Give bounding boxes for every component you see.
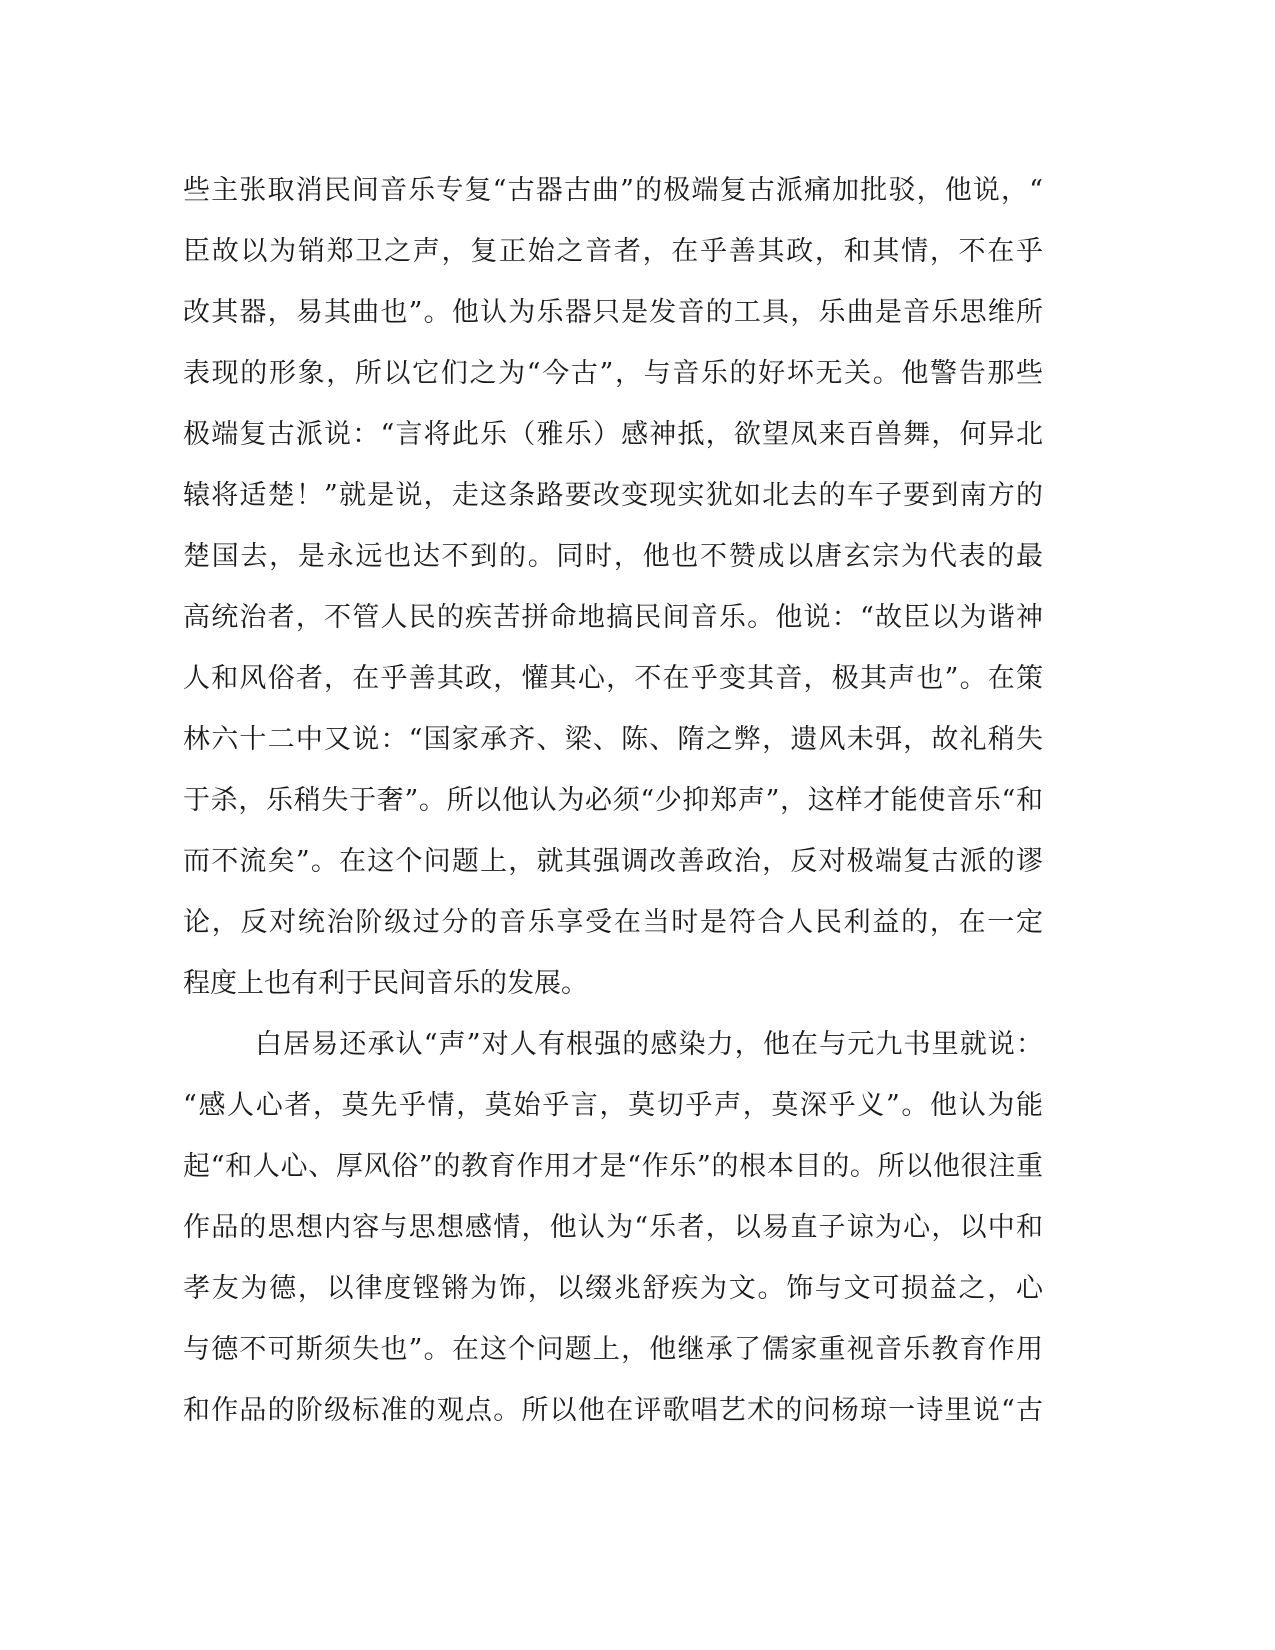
text-line: 孝友为德，以律度铿锵为饰，以缀兆舒疾为文。饰与文可损益之，心 bbox=[183, 1273, 1043, 1304]
text-line: 表现的形象，所以它们之为“今古”，与音乐的好坏无关。他警告那些 bbox=[183, 358, 1043, 389]
text-line: 臣故以为销郑卫之声，复正始之音者，在乎善其政，和其情，不在乎 bbox=[183, 236, 1043, 267]
text-line: 作品的思想内容与思想感情，他认为“乐者，以易直子谅为心，以中和 bbox=[183, 1212, 1043, 1243]
text-line: “感人心者，莫先乎情，莫始乎言，莫切乎声，莫深乎义”。他认为能 bbox=[183, 1090, 1043, 1121]
text-line: 辕将适楚！”就是说，走这条路要改变现实犹如北去的车子要到南方的 bbox=[183, 480, 1043, 511]
text-line: 极端复古派说：“言将此乐（雅乐）感神抵，欲望凤来百兽舞，何异北 bbox=[183, 419, 1043, 450]
text-line: 于杀，乐稍失于奢”。所以他认为必须“少抑郑声”，这样才能使音乐“和 bbox=[183, 785, 1043, 816]
text-line: 楚国去，是永远也达不到的。同时，他也不赞成以唐玄宗为代表的最 bbox=[183, 541, 1043, 572]
paragraph-start-line: 白居易还承认“声”对人有根强的感染力，他在与元九书里就说： bbox=[255, 1029, 1043, 1060]
text-line: 起“和人心、厚风俗”的教育作用才是“作乐”的根本目的。所以他很注重 bbox=[183, 1151, 1043, 1182]
text-line: 改其器，易其曲也”。他认为乐器只是发音的工具，乐曲是音乐思维所 bbox=[183, 297, 1043, 328]
text-line: 和作品的阶级标准的观点。所以他在评歌唱艺术的问杨琼一诗里说“古 bbox=[183, 1395, 1043, 1426]
text-line: 高统治者，不管人民的疾苦拼命地搞民间音乐。他说：“故臣以为谐神 bbox=[183, 602, 1043, 633]
paragraph-end-line: 程度上也有利于民间音乐的发展。 bbox=[183, 968, 588, 999]
text-line: 而不流矣”。在这个问题上，就其强调改善政治，反对极端复古派的谬 bbox=[183, 846, 1043, 877]
text-line: 些主张取消民间音乐专复“古器古曲”的极端复古派痛加批驳，他说，“ bbox=[183, 175, 1043, 206]
body-text bbox=[183, 160, 1043, 1441]
text-line: 与德不可斯须失也”。在这个问题上，他继承了儒家重视音乐教育作用 bbox=[183, 1334, 1043, 1365]
text-line: 论，反对统治阶级过分的音乐享受在当时是符合人民利益的，在一定 bbox=[183, 907, 1043, 938]
text-line: 林六十二中又说：“国家承齐、梁、陈、隋之弊，遗风未弭，故礼稍失 bbox=[183, 724, 1043, 755]
text-line: 人和风俗者，在乎善其政，懽其心，不在乎变其音，极其声也”。在策 bbox=[183, 663, 1043, 694]
